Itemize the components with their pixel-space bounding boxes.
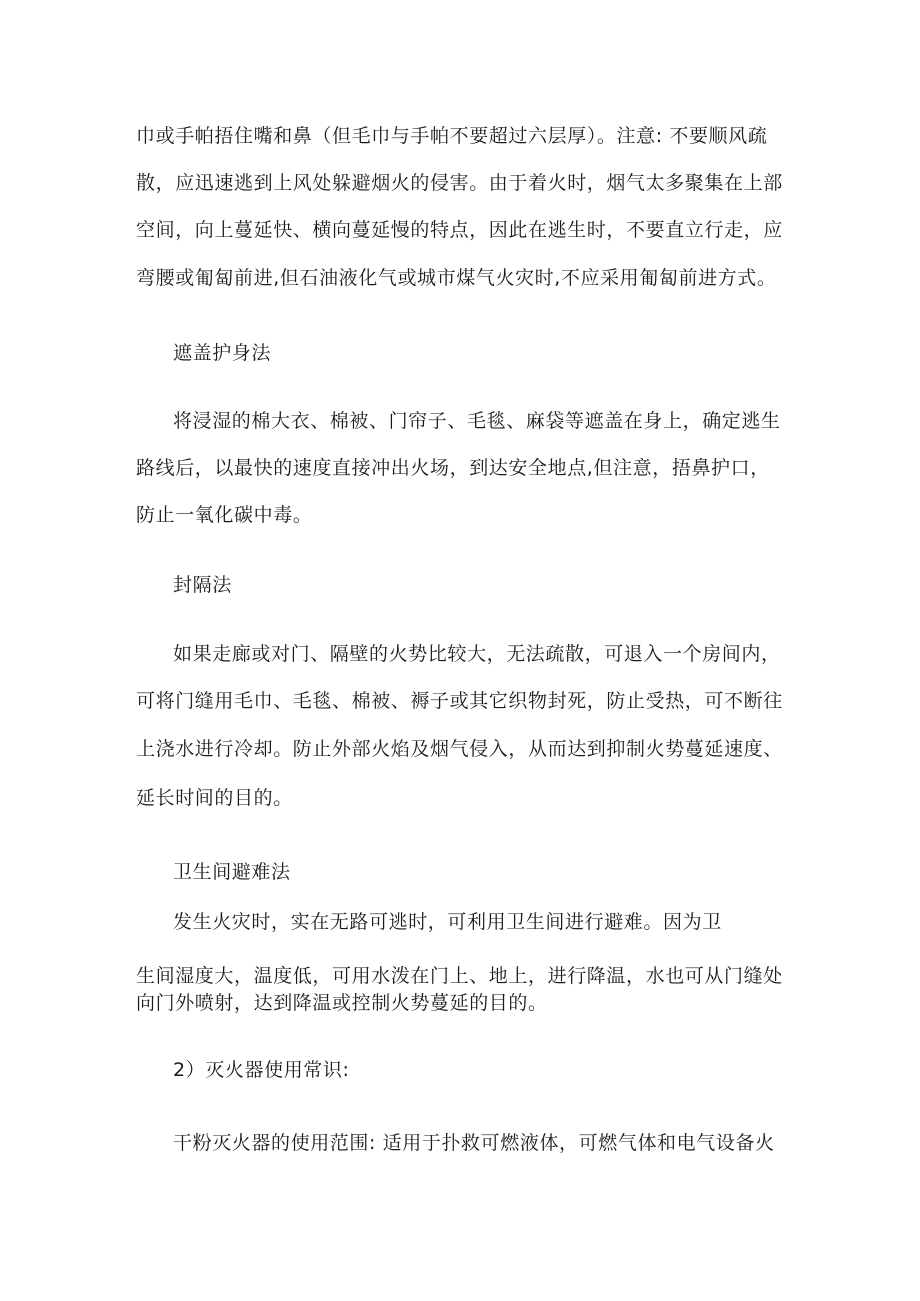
- paragraph-line: 路线后，以最快的速度直接冲出火场，到达安全地点,但注意，捂鼻护口，: [136, 457, 770, 479]
- paragraph-line: 散，应迅速逃到上风处躲避烟火的侵害。由于着火时，烟气太多聚集在上部: [136, 172, 783, 194]
- paragraph-line: 可将门缝用毛巾、毛毯、棉被、褥子或其它织物封死，防止受热，可不断往: [136, 690, 783, 712]
- paragraph-line: 发生火灾时，实在无路可逃时，可利用卫生间进行避难。因为卫: [173, 911, 722, 933]
- paragraph-line: 向门外喷射，达到降温或控制火势蔓延的目的。: [136, 992, 548, 1014]
- paragraph-line: 防止一氧化碳中毒。: [136, 504, 313, 526]
- paragraph-line: 巾或手帕捂住嘴和鼻（但毛巾与手帕不要超过六层厚）。注意: 不要顺风疏: [136, 125, 768, 147]
- paragraph-line: 干粉灭火器的使用范围: 适用于扑救可燃液体，可燃气体和电气设备火: [173, 1132, 775, 1154]
- section-heading: 2）灭火器使用常识:: [173, 1059, 350, 1081]
- section-heading: 封隔法: [173, 574, 232, 596]
- paragraph-line: 上浇水进行冷却。防止外部火焰及烟气侵入，从而达到抑制火势蔓延速度、: [136, 738, 783, 760]
- section-heading: 卫生间避难法: [173, 861, 291, 883]
- paragraph-line: 如果走廊或对门、隔壁的火势比较大，无法疏散，可退入一个房间内，: [173, 643, 781, 665]
- paragraph-line: 延长时间的目的。: [136, 787, 293, 809]
- paragraph-line: 生间湿度大，温度低，可用水泼在门上、地上，进行降温，水也可从门缝处: [136, 965, 783, 987]
- paragraph-line: 空间，向上蔓延快、横向蔓延慢的特点，因此在逃生时，不要直立行走，应: [136, 219, 783, 241]
- section-heading: 遮盖护身法: [173, 342, 272, 364]
- paragraph-line: 将浸湿的棉大衣、棉被、门帘子、毛毯、麻袋等遮盖在身上，确定逃生: [173, 410, 781, 432]
- paragraph-line: 弯腰或匍匐前进,但石油液化气或城市煤气火灾时,不应采用匍匐前进方式。: [136, 267, 777, 289]
